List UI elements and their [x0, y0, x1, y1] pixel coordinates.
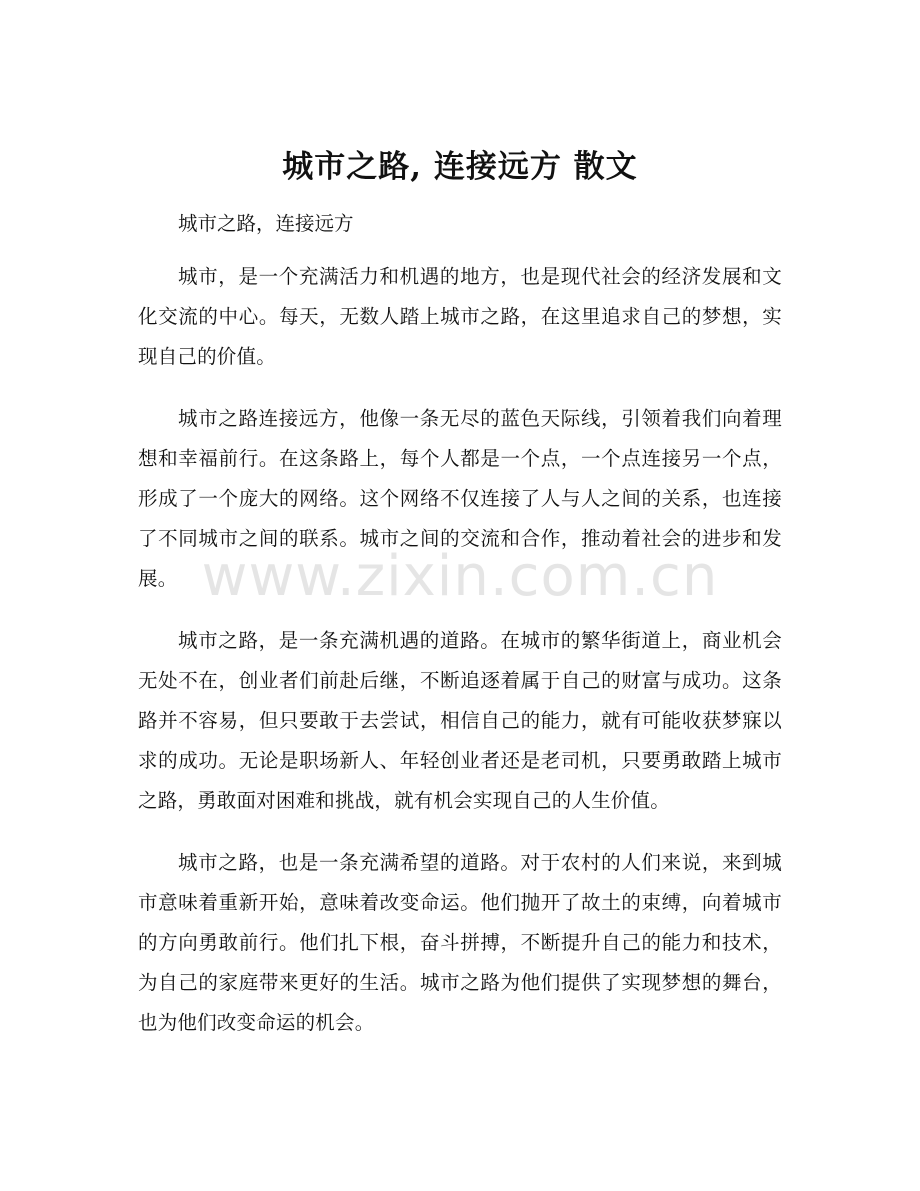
- paragraph: 城市之路连接远方，他像一条无尽的蓝色天际线，引领着我们向着理想和幸福前行。在这条路上，每个人都是一个点，一个点连接另一个点，形成了一个庞大的网络。这个网络不仅连接了人与人之间的关系，也连接了不同城市之间的联系。城市之间的交流和合作，推动着社会的进步和发展。: [138, 407, 782, 590]
- document-subtitle: 城市之路，连接远方: [178, 212, 354, 235]
- paragraph: 城市，是一个充满活力和机遇的地方，也是现代社会的经济发展和文化交流的中心。每天，无数人踏上城市之路，在这里追求自己的梦想，实现自己的价值。: [138, 265, 782, 368]
- document-body: [138, 257, 782, 1065]
- watermark-text: www.zixin.com.cn: [201, 544, 719, 609]
- document-title: 城市之路, 连接远方 散文: [282, 149, 638, 185]
- paragraph: 城市之路，是一条充满机遇的道路。在城市的繁华街道上，商业机会无处不在，创业者们前赴后继，不断追逐着属于自己的财富与成功。这条路并不容易，但只要敢于去尝试，相信自己的能力，就有可能收获梦寐以求的成功。无论是职场新人、年轻创业者还是老司机，只要勇敢踏上城市之路，勇敢面对困难和挑战，就有机会实现自己的人生价值。: [138, 629, 782, 812]
- paragraph: 城市之路，也是一条充满希望的道路。对于农村的人们来说，来到城市意味着重新开始，意味着改变命运。他们抛开了故土的束缚，向着城市的方向勇敢前行。他们扎下根，奋斗拼搏，不断提升自己的能力和技术，为自己的家庭带来更好的生活。城市之路为他们提供了实现梦想的舞台，也为他们改变命运的机会。: [138, 851, 782, 1034]
